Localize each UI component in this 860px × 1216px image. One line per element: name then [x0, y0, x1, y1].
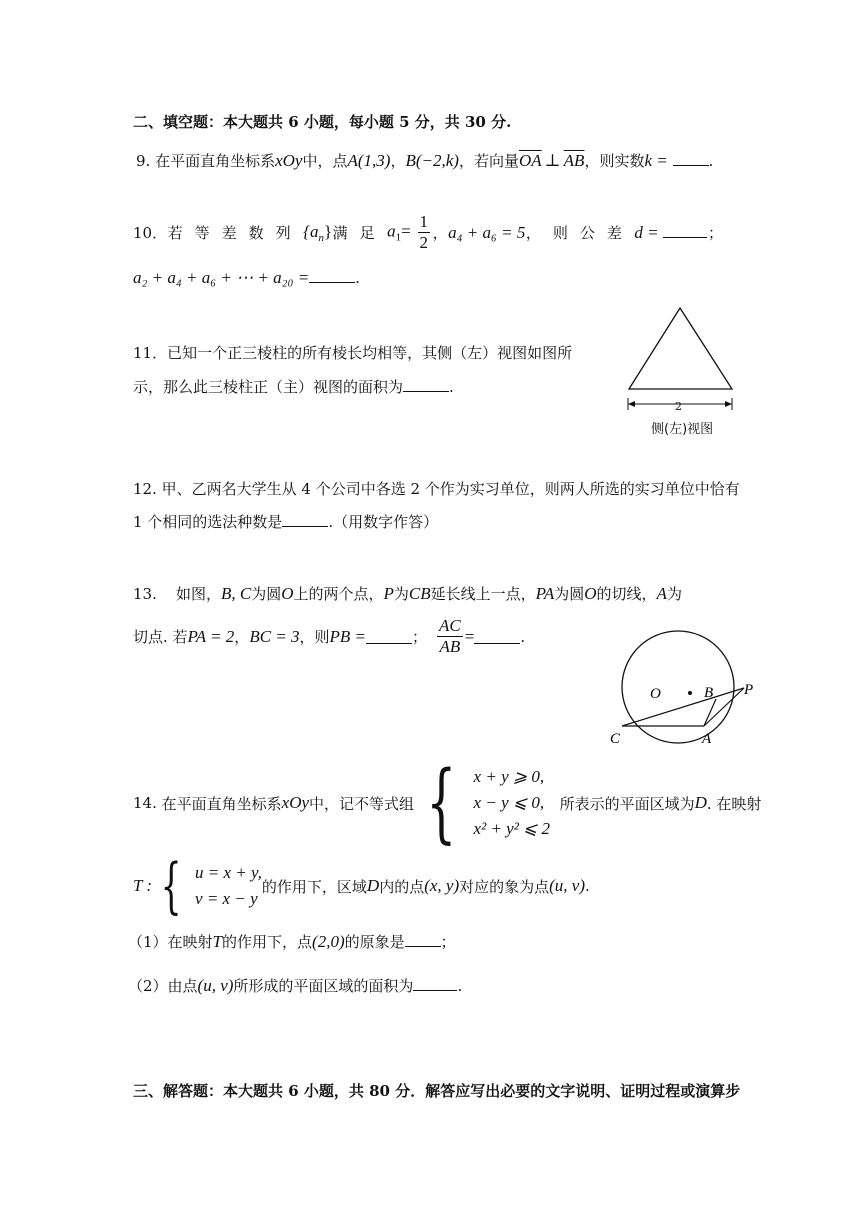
answer-blank[interactable]: [309, 268, 355, 283]
answer-blank[interactable]: [673, 151, 709, 166]
inequality-system: { x + y ⩾ 0, x − y ⩽ 0, x² + y² ⩽ 2: [426, 753, 551, 853]
question-14-part1: [128, 931, 456, 952]
question-number: 13.: [133, 585, 157, 603]
dimension-label: 2: [675, 400, 682, 413]
text: 中，点: [302, 152, 348, 170]
text: . 在映射: [706, 794, 762, 813]
mapping-system: { u = x + y, v = x − y: [160, 851, 262, 921]
math: a: [387, 221, 396, 241]
text: 在平面直角坐标系: [155, 152, 276, 170]
math: T: [212, 932, 223, 951]
question-10-line1: [133, 212, 723, 253]
text: 满足: [332, 224, 387, 242]
text: 所形成的平面区域的面积为: [233, 977, 414, 995]
perp-symbol: ⊥: [544, 151, 561, 170]
arrow-right-icon: [725, 401, 732, 407]
answer-blank[interactable]: [413, 976, 457, 991]
math: (u, v): [197, 976, 234, 995]
question-10-line2: [133, 268, 360, 288]
math: D: [694, 793, 707, 812]
text: 如图，: [175, 585, 221, 603]
text: 所表示的平面区域为: [559, 794, 695, 813]
text: 的作用下，区域: [261, 877, 367, 896]
math: a₄ + a₆ = 5: [448, 222, 526, 242]
inequality: x − y ⩽ 0,: [473, 793, 545, 812]
text: ；: [412, 628, 428, 646]
math: n: [318, 231, 324, 244]
math: =: [464, 626, 475, 646]
section-heading: 三、解答题：本大题共 6 小题，共 80 分．解答应写出必要的文字说明、证明过程或演算步: [133, 1082, 741, 1100]
text: ，: [234, 628, 250, 646]
text: .: [708, 152, 714, 170]
text: （2）由点: [128, 977, 198, 995]
text: 示，那么此三棱柱正（主）视图的面积为: [133, 378, 404, 396]
fraction: $\frac{1}{2}$: [419, 212, 429, 252]
triangle: [629, 308, 732, 389]
answer-blank[interactable]: [366, 629, 412, 644]
math: A(1,3): [347, 151, 391, 170]
math: d =: [634, 222, 659, 242]
text: .: [355, 269, 360, 287]
math: k =: [644, 151, 668, 170]
math: BC = 3: [249, 626, 300, 646]
text: ，则实数: [584, 152, 645, 170]
center-point: [688, 691, 692, 695]
fraction: $\frac{AC}{AB}$: [439, 616, 461, 656]
text: .: [449, 378, 454, 396]
question-11-line1: 11．已知一个正三棱柱的所有棱长均相等，其侧（左）视图如图所: [133, 344, 573, 362]
label-c: C: [610, 731, 621, 747]
question-12-line2: [133, 511, 438, 532]
text: 的原象是: [344, 933, 405, 951]
question-number: 10．: [133, 224, 168, 242]
text: 切点. 若: [133, 628, 188, 646]
answer-blank[interactable]: [282, 512, 328, 527]
question-12-line1: 12. 甲、乙两名大学生从 4 个公司中各选 2 个作为实习单位，则两人所选的实习单位中恰有: [133, 480, 740, 498]
math: }: [323, 221, 333, 241]
math: T :: [133, 876, 153, 895]
equation: v = x − y: [195, 889, 258, 908]
math: PA = 2: [187, 626, 235, 646]
text: 为圆: [554, 585, 585, 603]
question-9: [136, 150, 713, 171]
math: O: [281, 584, 294, 603]
text: ；: [440, 933, 456, 951]
text: 为: [666, 585, 682, 603]
text: 若等差数列: [167, 224, 303, 242]
math: A: [656, 584, 667, 603]
label-b: B: [704, 685, 714, 701]
figure-caption: 侧(左)视图: [651, 422, 714, 437]
math: PB =: [329, 626, 367, 646]
math: (x, y): [424, 876, 460, 895]
question-14-line2: [133, 851, 590, 921]
math: xOy: [281, 793, 310, 812]
text: （1）在映射: [128, 933, 213, 951]
arrow-left-icon: [628, 401, 635, 407]
section-heading: 二、填空题：本大题共 6 小题，每小题 5 分，共 30 分.: [133, 113, 512, 131]
math: a₂ + a₄ + a₆ + ⋯ + a₂₀ =: [133, 268, 310, 287]
text: 为圆: [251, 585, 282, 603]
math: =: [401, 221, 411, 241]
answer-blank[interactable]: [403, 377, 449, 392]
vector-ab: $\overline{AB}$: [563, 151, 585, 170]
text: 内的点: [379, 877, 425, 896]
question-14-part2: [128, 975, 462, 996]
label-o: O: [650, 686, 661, 702]
circle-figure: [598, 630, 758, 750]
line-cp: [622, 688, 744, 726]
text: ，若向量: [458, 152, 519, 170]
math: (u, v): [549, 876, 586, 895]
text: 中，记不等式组: [309, 794, 415, 813]
text: 上的两个点，: [293, 585, 384, 603]
question-number: 9.: [136, 152, 151, 170]
math: O: [584, 584, 597, 603]
question-14-line1: [133, 753, 762, 853]
math: D: [366, 876, 380, 895]
math: CB: [408, 584, 431, 603]
question-13-line1: [133, 583, 682, 604]
answer-blank[interactable]: [663, 223, 707, 238]
label-p: P: [744, 682, 754, 698]
text: 的作用下，点: [222, 933, 313, 951]
text: .: [520, 627, 526, 646]
text: 延长线上一点，: [430, 585, 536, 603]
math: B(−2,k): [405, 151, 459, 170]
math: {a: [303, 221, 319, 241]
equation: u = x + y,: [195, 863, 262, 882]
inequality: x + y ⩾ 0,: [473, 767, 545, 786]
vector-oa: $\overline{OA}$: [518, 151, 542, 170]
text: ，则: [299, 628, 330, 646]
math: PA: [535, 584, 555, 603]
text: ，则公差: [525, 224, 634, 242]
text: ；: [707, 224, 723, 242]
question-13-line2: [133, 616, 525, 657]
math: xOy: [275, 151, 303, 170]
text: 为: [393, 585, 409, 603]
text: .（用数字作答）: [328, 513, 439, 531]
math: (2,0): [312, 932, 345, 951]
answer-blank[interactable]: [474, 629, 520, 644]
line-ab: [704, 699, 716, 726]
text: ，: [432, 224, 448, 242]
math: B, C: [220, 584, 252, 603]
text: 在平面直角坐标系: [161, 794, 282, 813]
math: 1: [395, 231, 402, 244]
answer-blank[interactable]: [405, 932, 441, 947]
text: .: [585, 877, 590, 895]
text: 1 个相同的选法种数是: [133, 513, 283, 531]
text: 的切线，: [596, 585, 657, 603]
math: P: [383, 584, 394, 603]
text: .: [457, 977, 463, 995]
inequality: x² + y² ⩽ 2: [473, 819, 551, 838]
text: ，: [390, 152, 406, 170]
question-11-line2: [133, 376, 454, 397]
question-number: 14.: [133, 794, 157, 812]
label-a: A: [702, 731, 712, 747]
text: 对应的象为点: [459, 877, 550, 896]
